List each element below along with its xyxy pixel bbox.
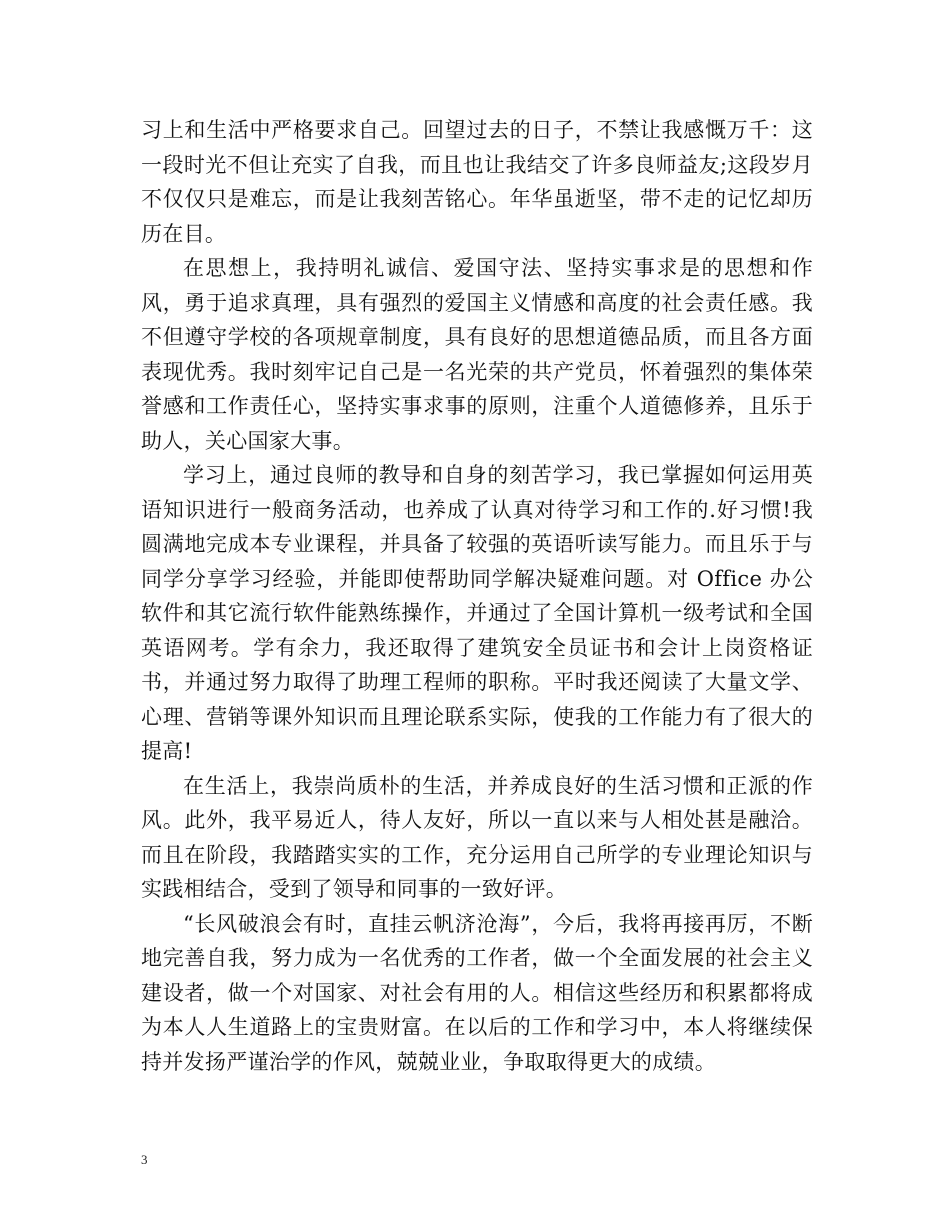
- paragraph-1: 习上和生活中严格要求自己。回望过去的日子，不禁让我感慨万千：这一段时光不但让充实了自我，而且也让我结交了许多良师益友;这段岁月不仅仅只是难忘，而是让我刻苦铭心。年华虽逝坚，带不走的记忆却历历在目。: [141, 118, 813, 246]
- document-body: [141, 113, 813, 1079]
- page-number: 3: [141, 1152, 148, 1167]
- paragraph-4: 在生活上，我崇尚质朴的生活，并养成良好的生活习惯和正派的作风。此外，我平易近人，待人友好，所以一直以来与人相处甚是融洽。而且在阶段，我踏踏实实的工作，充分运用自己所学的专业理论知识与实践相结合，受到了领导和同事的一致好评。: [141, 773, 813, 901]
- paragraph-3: 学习上，通过良师的教导和自身的刻苦学习，我已掌握如何运用英语知识进行一般商务活动，也养成了认真对待学习和工作的.好习惯!我圆满地完成本专业课程，并具备了较强的英语听读写能力。而且乐于与同学分享学习经验，并能即使帮助同学解决疑难问题。对 Office 办公软件和其它流行软件能熟练操作，并通过了全国计算机一级考试和全国英语网考。学有余力，我还取得了建筑安全员证书和会计上岗资格证书，并通过努力取得了助理工程师的职称。平时我还阅读了大量文学、心理、营销等课外知识而且理论联系实际，使我的工作能力有了很大的提高!: [141, 463, 813, 763]
- paragraph-2: 在思想上，我持明礼诚信、爱国守法、坚持实事求是的思想和作风，勇于追求真理，具有强烈的爱国主义情感和高度的社会责任感。我不但遵守学校的各项规章制度，具有良好的思想道德品质，而且各方面表现优秀。我时刻牢记自己是一名光荣的共产党员，怀着强烈的集体荣誉感和工作责任心，坚持实事求事的原则，注重个人道德修养，且乐于助人，关心国家大事。: [141, 256, 813, 453]
- paragraph-5: “长风破浪会有时，直挂云帆济沧海”，今后，我将再接再厉，不断地完善自我，努力成为一名优秀的工作者，做一个全面发展的社会主义建设者，做一个对国家、对社会有用的人。相信这些经历和积累都将成为本人人生道路上的宝贵财富。在以后的工作和学习中，本人将继续保持并发扬严谨治学的作风，兢兢业业，争取取得更大的成绩。: [141, 911, 813, 1074]
